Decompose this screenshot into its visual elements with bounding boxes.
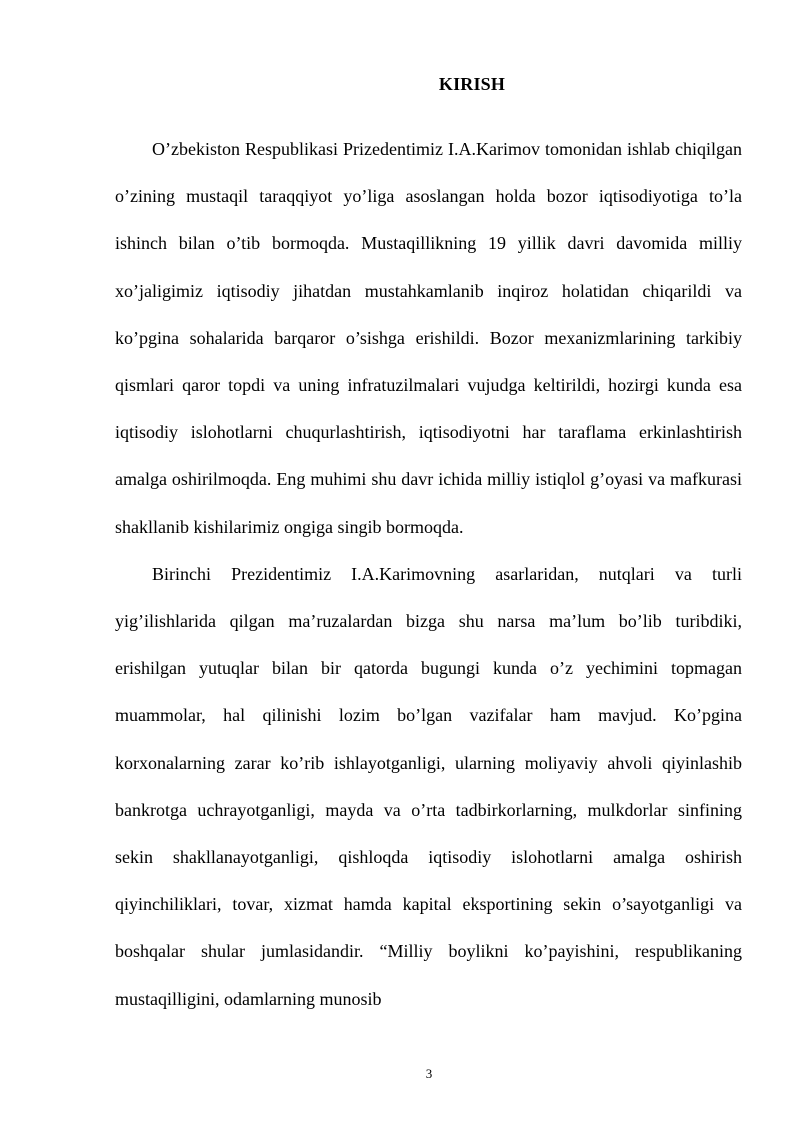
section-title: KIRISH bbox=[438, 74, 506, 94]
body-text bbox=[115, 126, 742, 1023]
paragraph-1: O’zbekiston Respublikasi Prizedentimiz I.A.Karimov tomonidan ishlab chiqilgan o’zining mustaqil taraqqiyot yo’liga asoslangan holda bozor iqtisodiyotiga to’la ishinch bilan o’tib bormoqda. Mustaqillikning 19 yillik davri davomida milliy xo’jaligimiz iqtisodiy jihatdan mustahkamlanib inqiroz holatidan chiqarildi va ko’pgina sohalarida barqaror o’sishga erishildi. Bozor mexanizmlarining tarkibiy qismlari qaror topdi va uning infratuzilmalari vujudga keltirildi, hozirgi kunda esa iqtisodiy islohotlarni chuqurlashtirish, iqtisodiyotni har taraflama erkinlashtirish amalga oshirilmoqda. Eng muhimi shu davr ichida milliy istiqlol g’oyasi va mafkurasi shakllanib kishilarimiz ongiga singib bormoqda. bbox=[115, 139, 742, 537]
paragraph-2: Birinchi Prezidentimiz I.A.Karimovning asarlaridan, nutqlari va turli yig’ilishlarida qilgan ma’ruzalardan bizga shu narsa ma’lum bo’lib turibdiki, erishilgan yutuqlar bilan bir qatorda bugungi kunda o’z yechimini topmagan muammolar, hal qilinishi lozim bo’lgan vazifalar ham mavjud. Ko’pgina korxonalarning zarar ko’rib ishlayotganligi, ularning moliyaviy ahvoli qiyinlashib bankrotga uchrayotganligi, mayda va o’rta tadbirkorlarning, mulkdorlar sinfining sekin shakllanayotganligi, qishloqda iqtisodiy islohotlarni amalga oshirish qiyinchiliklari, tovar, xizmat hamda kapital eksportining sekin o’sayotganligi va boshqalar shular jumlasidandir. “Milliy boylikni ko’payishini, respublikaning mustaqilligini, odamlarning munosib bbox=[115, 563, 742, 1009]
page-number: 3 bbox=[425, 1066, 433, 1081]
